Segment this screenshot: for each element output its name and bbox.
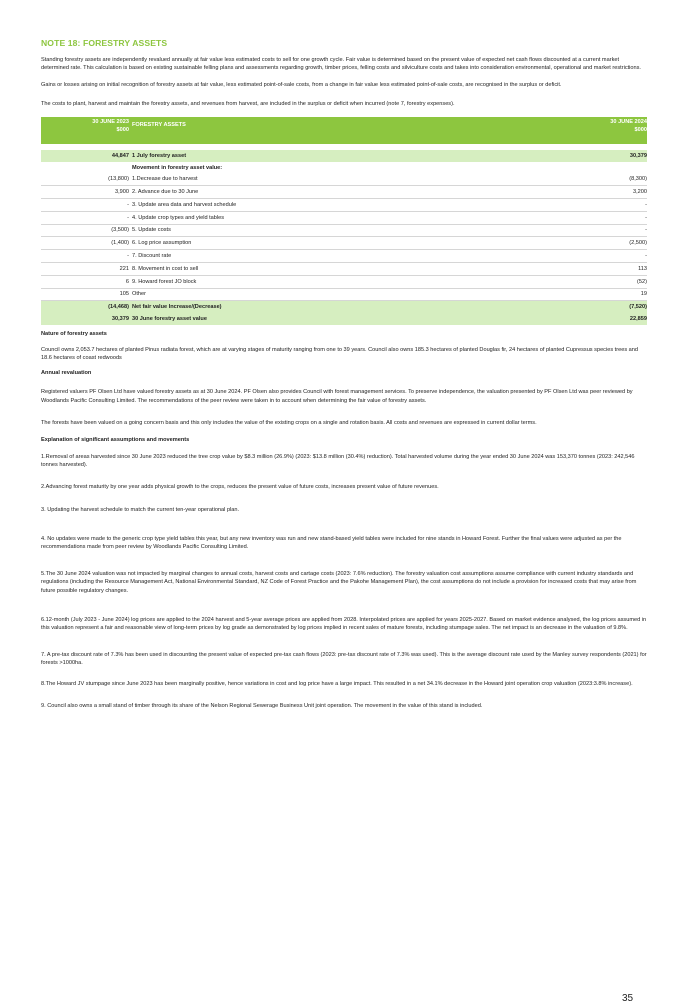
row-current-value: (2,500) (567, 237, 647, 250)
explanation-paragraph: 9. Council also owns a small stand of timber through its share of the Nelson Regional Sewerage Business Unit joint operation. The movement in the value of this stand is included. (41, 702, 483, 709)
row-prior-value: - (41, 250, 132, 263)
table-row (41, 199, 647, 212)
row-prior-value: 6 (41, 275, 132, 288)
explanation-paragraph: 1.Removal of areas harvested since 30 June 2023 reduced the tree crop value by $8.3 million (26.9%) (2023: $13.8 million (30.4%) reduction). Total harvested volume during the year ended 30 June 2024 was 153,370 tonnes (2023: 242,546 tonnes harvested). (41, 453, 635, 469)
row-label: 6. Log price assumption (132, 237, 567, 250)
table-row (41, 224, 647, 237)
explanation-paragraph: 6.12-month (July 2023 - June 2024) log prices are applied to the 2024 harvest and 5-year average prices are applied from 2028. Interpolated prices are applied for years 2025-2027. Based on market evidence analysed, the log prices assumed in this valuation represent a fair and reasonable view of long-term prices by log grade as demonstrated by log prices implied in recent sales of mature forests, including stumpage sales. The net impact is an decrease in the valuation of 9.8%. (41, 616, 647, 632)
table-row (41, 186, 647, 199)
row-label: 5. Update costs (132, 224, 567, 237)
row-prior-value: 105 (41, 288, 132, 301)
row-current-value: - (567, 211, 647, 224)
explanation-paragraph: 4. No updates were made to the generic crop type yield tables this year, but any new inventory was run and new stand-based yield tables were included for nine stands in Howard Forest. Further the final values were adjusted as per the recommendations made from peer review by Woodlands Pacific Consulting Limited. (41, 535, 622, 550)
row-current-value: 113 (567, 262, 647, 275)
closing-balance-row (41, 313, 647, 325)
note-title: NOTE 18: FORESTRY ASSETS (41, 38, 168, 48)
intro-paragraph: The costs to plant, harvest and maintain the forestry assets, and revenues from harvest, are included in the surplus or deficit when incurred (note 7, forestry expenses). (41, 100, 455, 107)
opening-prior: 44,847 (41, 150, 132, 162)
revaluation-paragraph: The forests have been valued on a going concern basis and this only includes the value of the existing crops on a single and rotation basis. All costs and revenues are expressed in current dollar terms. (41, 419, 537, 426)
page-number: 35 (622, 993, 634, 1004)
row-prior-value: - (41, 211, 132, 224)
forestry-assets-table (41, 117, 647, 325)
header-current-year-unit: $000 (634, 126, 647, 133)
movement-heading: Movement in forestry asset value: (132, 164, 223, 171)
opening-label: 1 July forestry asset (132, 150, 567, 162)
intro-paragraph: Gains or losses arising on initial recognition of forestry assets at fair value, less estimated point-of-sale costs, from a change in fair value less estimated point-of-sale costs, are recognised in the surplus or deficit. (41, 82, 562, 89)
row-prior-value: - (41, 199, 132, 212)
header-current-year-label: 30 JUNE 2024 (610, 118, 647, 125)
table-row (41, 237, 647, 250)
explanation-paragraph: 8.The Howard JV stumpage since June 2023 has been marginally positive, hence variations in cost and log price have a large impact. This resulted in a net 34.1% decrease in the Howard joint operation crop valuation (2023:3.8% increase). (41, 680, 633, 687)
table-row (41, 173, 647, 185)
opening-current: 30,379 (567, 150, 647, 162)
row-prior-value: 3,900 (41, 186, 132, 199)
net-current: (7,520) (567, 301, 647, 313)
row-label: 7. Discount rate (132, 250, 567, 263)
explanation-paragraph: 5.The 30 June 2024 valuation was not impacted by marginal changes to annual costs, harvest costs and cartage costs (2023: 7.6% reduction). The forestry valuation cost assumptions assume compliance with current industry standards and regulations (including the Resource Management Act, National Environmental Standard, NZ Code of Forest Practice and the Pakohe Management Plan), the cost assumptions do not include a provision for increased costs that may arise from future possible regulatory changes. (41, 571, 637, 594)
table-row (41, 211, 647, 224)
row-prior-value: (3,500) (41, 224, 132, 237)
row-prior-value: 221 (41, 262, 132, 275)
nature-heading: Nature of forestry assets (41, 330, 107, 337)
header-prior-year (41, 117, 132, 136)
table-row (41, 288, 647, 301)
movement-heading-row (41, 162, 647, 174)
net-change-row (41, 301, 647, 313)
closing-label: 30 June forestry asset value (132, 313, 567, 325)
table-row (41, 250, 647, 263)
header-prior-year-label: 30 JUNE 2023 (92, 118, 129, 125)
row-label: 2. Advance due to 30 June (132, 186, 567, 199)
opening-balance-row (41, 150, 647, 162)
row-current-value: 3,200 (567, 186, 647, 199)
header-band (41, 136, 647, 144)
table-row (41, 275, 647, 288)
row-current-value: - (567, 250, 647, 263)
header-prior-year-unit: $000 (116, 126, 129, 133)
row-label: 1.Decrease due to harvest (132, 173, 567, 185)
row-label: Other (132, 288, 567, 301)
net-label: Net fair value Increase/(Decrease) (132, 301, 567, 313)
explanation-paragraph: 3. Updating the harvest schedule to match the current ten-year operational plan. (41, 506, 240, 513)
note-content (41, 38, 647, 719)
explanation-paragraph: 7. A pre-tax discount rate of 7.3% has been used in discounting the present value of expected pre-tax cash flows (2023: pre-tax discount rate of 7.3% was used). This is the average discount rate used by the Manley survey respondents (2021) for forests >1000ha. (41, 652, 647, 667)
table-row (41, 262, 647, 275)
intro-paragraph: Standing forestry assets are independently revalued annually at fair value less estimated costs to sell for one growth cycle. Fair value is determined based on the present value of expected net cash flows discounted at a current market determined rate. This calculation is based on existing sustainable felling plans and assessments regarding growth, timber prices, felling costs and silviculture costs and takes into consideration environmental, operational and market restrictions. (41, 57, 641, 72)
net-prior: (14,468) (41, 301, 132, 313)
explanation-paragraph: 2.Advancing forest maturity by one year adds physical growth to the crops, reduces the present value of future costs, increases present value of future revenues. (41, 484, 439, 491)
row-current-value: 19 (567, 288, 647, 301)
header-current-year (567, 117, 647, 136)
revaluation-heading: Annual revaluation (41, 370, 92, 377)
row-current-value: (8,300) (567, 173, 647, 185)
header-title: FORESTRY ASSETS (132, 117, 567, 136)
table-header-row (41, 117, 647, 136)
row-current-value: (52) (567, 275, 647, 288)
row-label: 8. Movement in cost to sell (132, 262, 567, 275)
row-label: 3. Update area data and harvest schedule (132, 199, 567, 212)
row-current-value: - (567, 224, 647, 237)
movement-rows (41, 173, 647, 300)
row-current-value: - (567, 199, 647, 212)
closing-prior: 30,379 (41, 313, 132, 325)
nature-paragraph: Council owns 2,053.7 hectares of planted Pinus radiata forest, which are at varying stages of maturity ranging from one to 39 years. Council also owns 185.3 hectares of planted Douglas fir, 24 hectares of planted Cupressus species trees and 18.6 hectares of coast redwoods (41, 346, 639, 362)
closing-current: 22,859 (567, 313, 647, 325)
revaluation-paragraph: Registered valuers PF Olsen Ltd have valued forestry assets as at 30 June 2024. PF Olsen also provides Council with forest management services. To preserve independence, the valuation presented by PF Olsen Ltd was peer reviewed by Woodlands Pacific Consulting Limited. The recommendations of the peer review were taken in to account when determining the fair value of forestry assets. (41, 389, 633, 404)
row-label: 9. Howard forest JO block (132, 275, 567, 288)
row-prior-value: (13,800) (41, 173, 132, 185)
row-prior-value: (1,400) (41, 237, 132, 250)
explanation-heading: Explanation of significant assumptions and movements (41, 436, 190, 443)
row-label: 4. Update crop types and yield tables (132, 211, 567, 224)
